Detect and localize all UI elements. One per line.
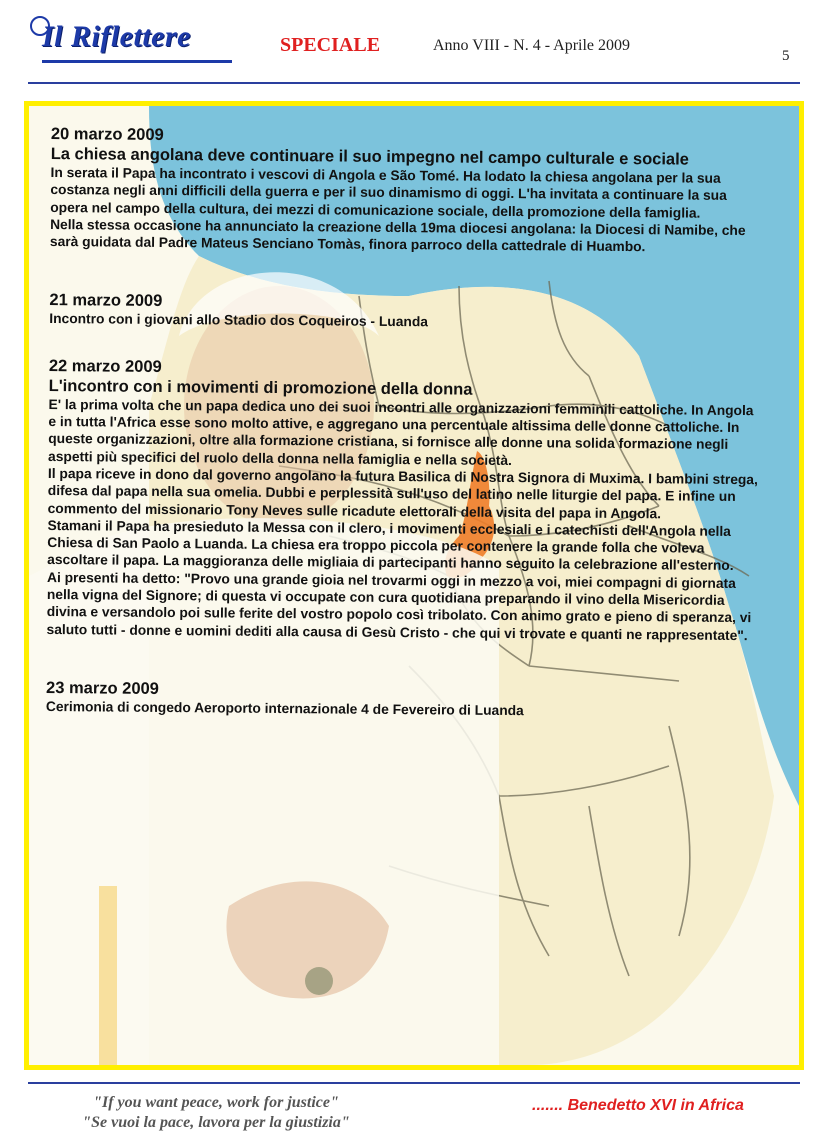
entry-paragraph: In serata il Papa ha incontrato i vescovi di Angola e São Tomé. Ha lodato la chiesa angolana per la sua costanza negli anni difficili della guerra e per il suo dinamismo di oggi. L'ha invitata a continuare la sua opera nel campo della cultura, dei mezzi di comunicazione sociale, della promozione della famiglia. [50, 164, 727, 221]
entry-heading: L'incontro con i movimenti di promozione della donna [48, 376, 473, 399]
entry-paragraph: Stamani il Papa ha presieduto la Messa con il clero, i movimenti ecclesiali e i catechisti dell'Angola nella Chiesa di San Paolo a Luanda. La chiesa era troppo piccola per contenere la grande folla che voleva ascoltare il papa. La maggioranza delle migliaia di partecipanti hanno seguito la celebrazione all'esterno. [47, 517, 734, 574]
page-number: 5 [782, 48, 790, 64]
masthead-underline [42, 60, 232, 63]
entry-22-marzo [47, 356, 764, 644]
entry-date: 22 marzo 2009 [48, 356, 162, 376]
entry-paragraph: Nella stessa occasione ha annunciato la creazione della 19ma diocesi angolana: la Diocesi di Namibe, che sarà guidata dal Padre Mateus Senciano Tomàs, finora parroco della cattedrale di Huambo. [49, 216, 746, 255]
entry-date: 20 marzo 2009 [50, 124, 164, 144]
article-content [46, 124, 766, 721]
masthead-logo [30, 14, 230, 70]
header-divider [28, 82, 800, 84]
article-panel [24, 101, 804, 1070]
staff-shaft [99, 886, 117, 1065]
entry-paragraph: Il papa riceve in dono dal governo angolano la futura Basilica di Nostra Signora di Muxima. I bambini strega, difesa dal papa nella sua omelia. Dubbi e perplessità sull'uso del latino nelle liturgie del papa. E infine un commento del missionario Tony Neves sulle ricadute elettorali della visita del papa in Angola. [47, 465, 758, 521]
entry-paragraph: E' la prima volta che un papa dedica uno dei suoi incontri alle organizzazioni femminili cattoliche. In Angola e in tutta l'Africa esse sono molto attive, e aggregano una percentuale altissima delle donne cattoliche. In queste organizzazioni, oltre alla formazione cristiana, si fornisce alle donne una solida formazione negli aspetti più specifici del ruolo della donna nella famiglia e nella società. [48, 396, 754, 468]
footer-quote-english: "If you want peace, work for justice" [93, 1094, 339, 1111]
entry-23-marzo [46, 678, 761, 722]
issue-info: Anno VIII - N. 4 - Aprile 2009 [433, 37, 631, 54]
entry-21-marzo [49, 290, 764, 334]
footer-tagline: ....... Benedetto XVI in Africa [532, 1097, 744, 1114]
footer-quote-italian: "Se vuoi la pace, lavora per la giustizia" [82, 1114, 350, 1131]
footer-divider [28, 1082, 800, 1084]
entry-heading: La chiesa angolana deve continuare il suo impegno nel campo culturale e sociale [50, 144, 689, 169]
masthead-title: Il Riflettere [42, 20, 191, 53]
entry-paragraph: Incontro con i giovani allo Stadio dos Coqueiros - Luanda [49, 311, 429, 330]
ring-icon [305, 967, 333, 995]
entry-paragraph: Cerimonia di congedo Aeroporto internazionale 4 de Fevereiro di Luanda [45, 698, 524, 719]
section-label: SPECIALE [280, 34, 381, 56]
entry-20-marzo [50, 124, 766, 257]
entry-date: 21 marzo 2009 [49, 291, 163, 311]
entry-date: 23 marzo 2009 [46, 678, 159, 698]
entry-paragraph: Ai presenti ha detto: "Provo una grande gioia nel trovarmi oggi in mezzo a voi, miei compagni di giornata nella vigna del Signore; di questa vi occupate con cura quotidiana preparando il vino della Misericordia divina e versandolo poi sulle ferite del vostro popolo così tribolato. Con animo grato e pieno di speranza, vi saluto tutti - donne e uomini dediti alla causa di Gesù Cristo - che qui vi trovate e quanti ne rappresentate". [46, 569, 752, 643]
